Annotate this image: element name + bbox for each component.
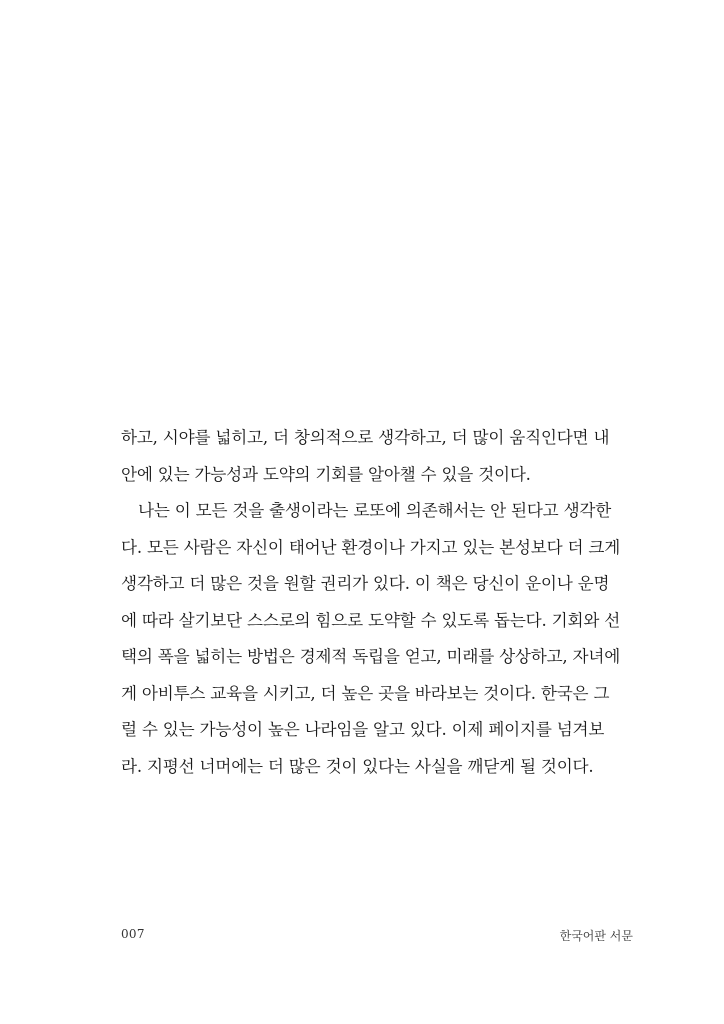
page-number: 007 (121, 927, 145, 941)
running-footer-title: 한국어판 서문 (559, 929, 633, 943)
text-line: 생각하고 더 많은 것을 원할 권리가 있다. 이 책은 당신이 운이나 운명 (121, 574, 610, 593)
text-line: 라. 지평선 너머에는 더 많은 것이 있다는 사실을 깨닫게 될 것이다. (121, 756, 594, 776)
text-line: 럴 수 있는 가능성이 높은 나라임을 알고 있다. 이제 페이지를 넘겨보 (121, 720, 605, 739)
body-text (121, 420, 633, 785)
text-line: 게 아비투스 교육을 시키고, 더 높은 곳을 바라보는 것이다. 한국은 그 (121, 683, 610, 703)
text-line: 하고, 시야를 넓히고, 더 창의적으로 생각하고, 더 많이 움직인다면 내 (121, 428, 610, 447)
text-line: 에 따라 살기보단 스스로의 힘으로 도약할 수 있도록 돕는다. 기회와 선 (121, 610, 621, 630)
paragraph-start-line: 나는 이 모든 것을 출생이라는 로또에 의존해서는 안 된다고 생각한 (138, 501, 612, 520)
text-line: 다. 모든 사람은 자신이 태어난 환경이나 가지고 있는 본성보다 더 크게 (121, 537, 621, 557)
text-line: 택의 폭을 넓히는 방법은 경제적 독립을 얻고, 미래를 상상하고, 자녀에 (121, 647, 621, 666)
text-line: 안에 있는 가능성과 도약의 기회를 알아챌 수 있을 것이다. (121, 464, 531, 484)
